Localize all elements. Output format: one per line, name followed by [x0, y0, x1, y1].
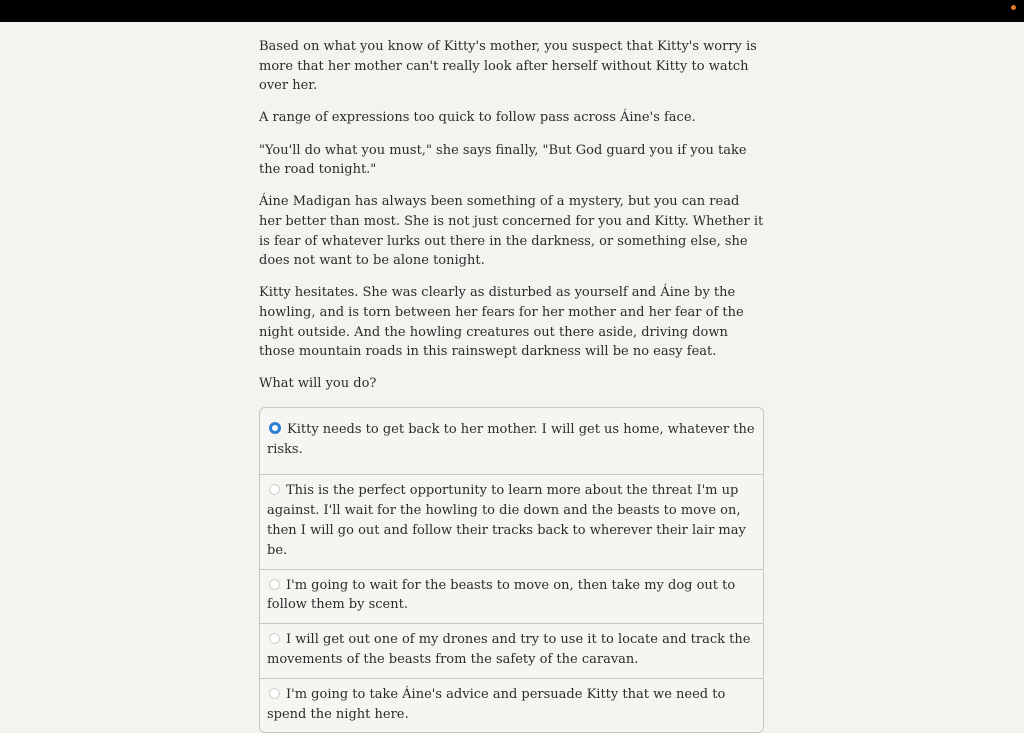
radio-unselected-icon[interactable]	[269, 579, 280, 590]
story-paragraph: Based on what you know of Kitty's mother, you suspect that Kitty's worry is more that her mother can't really look after herself without Kitty to watch over her.	[259, 39, 757, 94]
story-paragraph: Áine Madigan has always been something of a mystery, but you can read her better than most. She is not just concerned for you and Kitty. Whether it is fear of whatever lurks out there in the darkness, or something else, she does not want to be alone tonight.	[259, 194, 764, 269]
choice-option-4[interactable]	[260, 623, 763, 678]
story-content	[259, 37, 764, 733]
choice-list	[259, 407, 764, 733]
radio-unselected-icon[interactable]	[269, 688, 280, 699]
choice-option-3[interactable]	[260, 569, 763, 624]
top-bar	[0, 0, 1024, 22]
choice-label: Kitty needs to get back to her mother. I will get us home, whatever the risks.	[267, 421, 755, 457]
choice-label: I'm going to take Áine's advice and persuade Kitty that we need to spend the night here.	[267, 686, 726, 722]
story-paragraph: "You'll do what you must," she says finally, "But God guard you if you take the road tonight."	[259, 142, 747, 178]
choice-label: This is the perfect opportunity to learn more about the threat I'm up against. I'll wait for the howling to die down and the beasts to move on, then I will go out and follow their tracks back to wherever their lair may be.	[267, 483, 746, 558]
choice-option-2[interactable]	[260, 474, 763, 568]
choice-option-1[interactable]	[260, 408, 763, 475]
story-paragraph: A range of expressions too quick to follow pass across Áine's face.	[259, 110, 696, 126]
radio-selected-icon[interactable]	[269, 422, 281, 434]
choice-label: I'm going to wait for the beasts to move on, then take my dog out to follow them by scent.	[267, 577, 736, 613]
status-dot-icon	[1011, 5, 1016, 10]
choice-option-5[interactable]	[260, 678, 763, 733]
choice-prompt: What will you do?	[259, 376, 377, 392]
radio-unselected-icon[interactable]	[269, 633, 280, 644]
choice-label: I will get out one of my drones and try to use it to locate and track the movements of the beasts from the safety of the caravan.	[267, 632, 751, 668]
radio-unselected-icon[interactable]	[269, 484, 280, 495]
story-paragraph: Kitty hesitates. She was clearly as disturbed as yourself and Áine by the howling, and is torn between her fears for her mother and her fear of the night outside. And the howling creatures out there aside, driving down those mountain roads in this rainswept darkness will be no easy feat.	[259, 285, 744, 360]
